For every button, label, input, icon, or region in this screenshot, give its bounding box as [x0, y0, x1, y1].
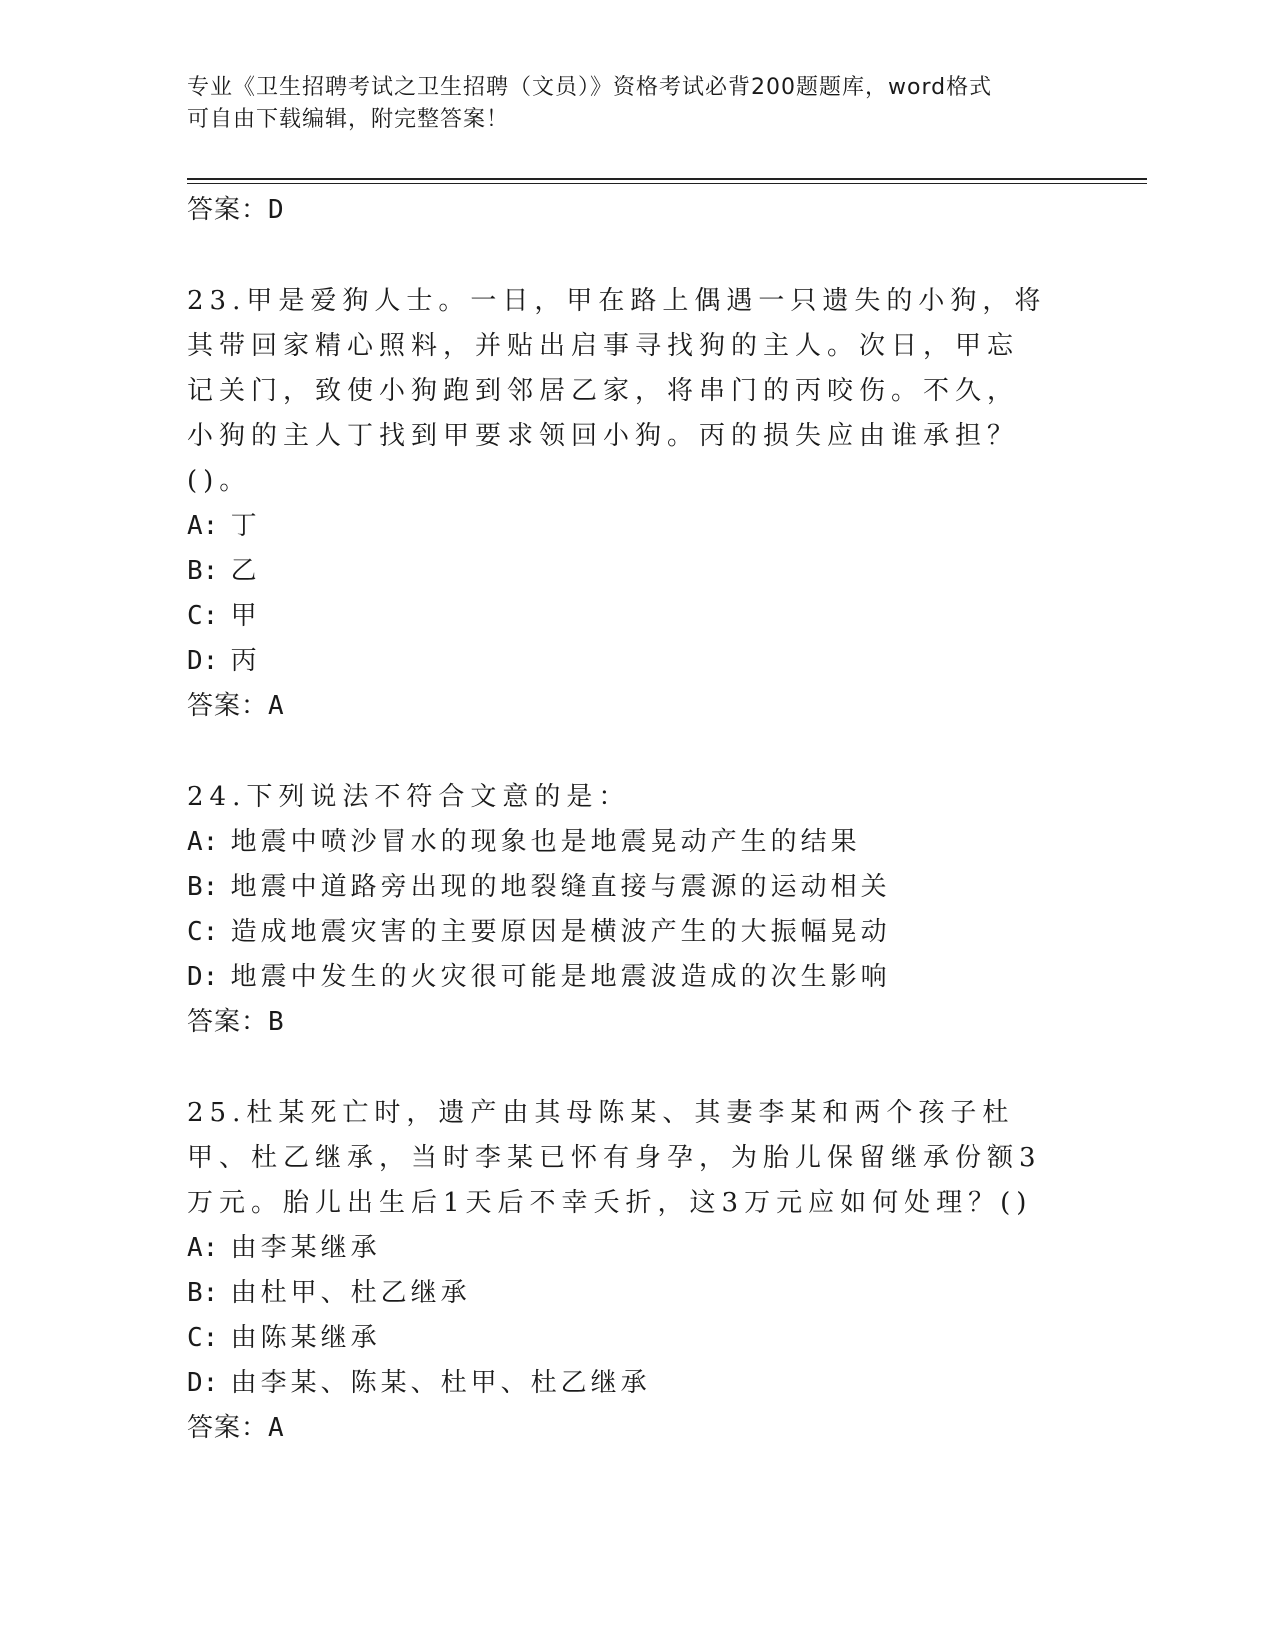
option-key: D: [187, 1368, 219, 1398]
option-d [187, 955, 1047, 1000]
answer-value: B [268, 1007, 285, 1037]
option-key: A: [187, 511, 219, 541]
option-d [187, 1361, 1047, 1406]
option-key: C: [187, 1323, 219, 1353]
option-text: 地震中道路旁出现的地裂缝直接与震源的运动相关 [230, 872, 891, 902]
question-23 [187, 279, 1047, 728]
answer-value: A [268, 691, 285, 721]
answer-value: A [268, 1413, 285, 1443]
question-24 [187, 775, 1047, 1044]
question-stem: 24.下列说法不符合文意的是： [187, 782, 631, 812]
answer-value: D [268, 195, 285, 225]
question-stem: 23.甲是爱狗人士。一日，甲在路上偶遇一只遗失的小狗，将其带回家精心照料，并贴出启事寻找狗的主人。次日，甲忘记关门，致使小狗跑到邻居乙家，将串门的丙咬伤。不久，小狗的主人丁找到甲要求领回小狗。丙的损失应由谁承担？()。 [187, 286, 1047, 496]
option-text: 由李某、陈某、杜甲、杜乙继承 [230, 1368, 651, 1398]
option-key: D: [187, 646, 219, 676]
option-text: 地震中发生的火灾很可能是地震波造成的次生影响 [230, 962, 891, 992]
answer [187, 1406, 1047, 1450]
option-c [187, 1316, 1047, 1361]
option-text: 由李某继承 [230, 1233, 381, 1263]
option-key: D: [187, 962, 219, 992]
option-key: B: [187, 1278, 219, 1308]
header-rule-thin [187, 183, 1147, 184]
option-c [187, 594, 1047, 639]
spacer [187, 728, 1047, 775]
option-text: 丁 [230, 511, 261, 541]
document-header [187, 72, 1147, 136]
option-c [187, 910, 1047, 955]
option-text: 丙 [230, 646, 261, 676]
header-line-2: 可自由下载编辑，附完整答案！ [187, 107, 510, 132]
answer-label: 答案： [187, 1007, 269, 1037]
option-text: 由陈某继承 [230, 1323, 381, 1353]
option-text: 由杜甲、杜乙继承 [230, 1278, 471, 1308]
option-b [187, 1271, 1047, 1316]
option-b [187, 865, 1047, 910]
option-d [187, 639, 1047, 684]
question-stem: 25.杜某死亡时，遗产由其母陈某、其妻李某和两个孩子杜甲、杜乙继承，当时李某已怀有身孕，为胎儿保留继承份额3万元。胎儿出生后1天后不幸夭折，这3万元应如何处理？() [187, 1098, 1042, 1218]
header-rule-thick [187, 178, 1147, 180]
answer-label: 答案： [187, 691, 269, 721]
option-key: B: [187, 872, 219, 902]
question-25 [187, 1091, 1047, 1450]
answer-label: 答案： [187, 1413, 269, 1443]
spacer [187, 1044, 1047, 1091]
previous-answer [187, 188, 1047, 232]
option-key: C: [187, 917, 219, 947]
option-key: A: [187, 1233, 219, 1263]
answer-label: 答案： [187, 195, 269, 225]
option-text: 造成地震灾害的主要原因是横波产生的大振幅晃动 [230, 917, 891, 947]
option-text: 地震中喷沙冒水的现象也是地震晃动产生的结果 [230, 827, 861, 857]
option-a [187, 1226, 1047, 1271]
option-a [187, 504, 1047, 549]
option-key: C: [187, 601, 219, 631]
option-key: B: [187, 556, 219, 586]
header-line-1: 专业《卫生招聘考试之卫生招聘（文员）》资格考试必背200题题库，word格式 [187, 75, 993, 100]
option-b [187, 549, 1047, 594]
answer [187, 684, 1047, 728]
answer [187, 1000, 1047, 1044]
spacer [187, 232, 1047, 279]
document-content [187, 188, 1047, 1450]
option-key: A: [187, 827, 219, 857]
option-a [187, 820, 1047, 865]
option-text: 甲 [230, 601, 261, 631]
option-text: 乙 [230, 556, 261, 586]
